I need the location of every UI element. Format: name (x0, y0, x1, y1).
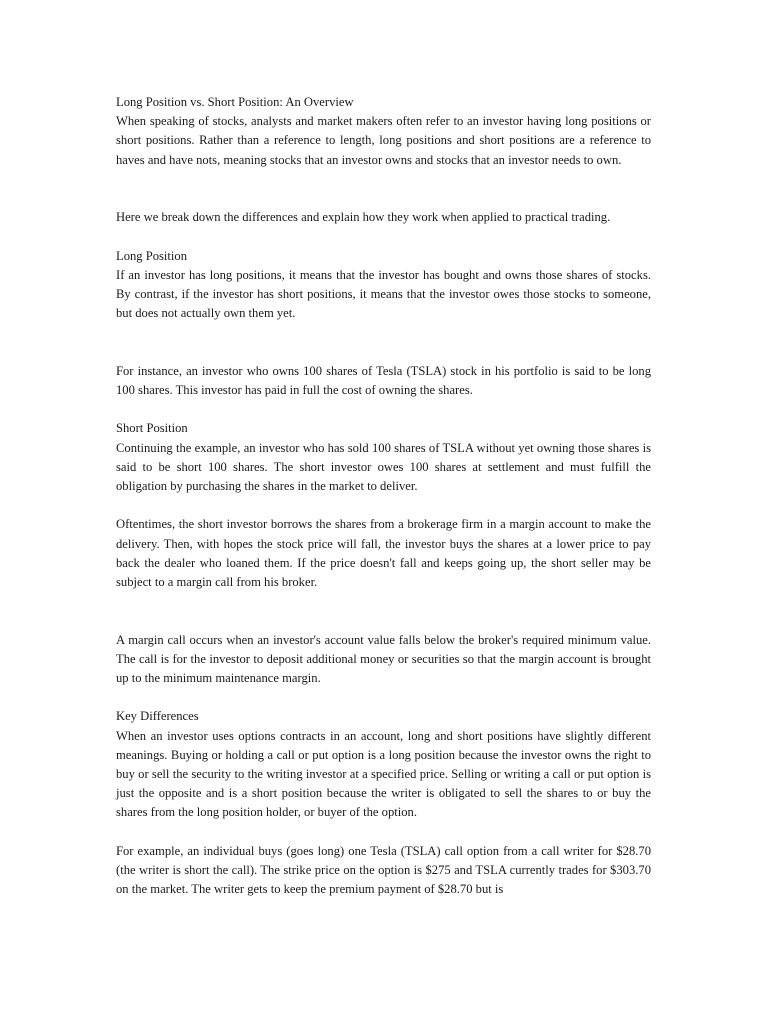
section-heading-short-position: Short Position (116, 421, 188, 436)
section-heading-long-position: Long Position (116, 248, 188, 263)
paragraph-long-position: If an investor has long positions, it means that the investor has bought and owns those shares of stocks. By contrast, if the investor has short positions, it means that the investor owes those stocks to someone, but does not actually own them yet. (116, 267, 651, 321)
paragraph-overview: When speaking of stocks, analysts and market makers often refer to an investor having long positions or short positions. Rather than a reference to length, long positions and short positions are a reference to haves and have nots, meaning stocks that an investor owns and stocks that an investor needs to own. (116, 114, 651, 167)
paragraph-long-example: For instance, an investor who owns 100 shares of Tesla (TSLA) stock in his portfolio is said to be long 100 shares. This investor has paid in full the cost of owning the shares. (116, 363, 651, 397)
paragraph-key-differences: When an investor uses options contracts in an account, long and short positions have slightly different meanings. Buying or holding a call or put option is a long position because the investor owns the right to buy or sell the security to the writing investor at a specified price. Selling or writing a call or put option is just the opposite and is a short position because the writer is obligated to sell the shares to or buy the shares from the long position holder, or buyer of the option. (116, 728, 651, 820)
paragraph-breakdown: Here we break down the differences and explain how they work when applied to practical trading. (116, 210, 611, 225)
section-heading-overview: Long Position vs. Short Position: An Overview (116, 95, 354, 109)
paragraph-short-borrowing: Oftentimes, the short investor borrows the shares from a brokerage firm in a margin account to make the delivery. Then, with hopes the stock price will fall, the investor buys the shares at a lower price to pay back the dealer who loaned them. If the price doesn't fall and keeps going up, the short seller may be subject to a margin call from his broker. (116, 517, 651, 589)
paragraph-margin-call: A margin call occurs when an investor's account value falls below the broker's required minimum value. The call is for the investor to deposit additional money or securities so that the margin account is brought up to the minimum maintenance margin. (116, 632, 651, 685)
document-page (116, 93, 651, 899)
paragraph-short-position: Continuing the example, an investor who has sold 100 shares of TSLA without yet owning those shares is said to be short 100 shares. The short investor owes 100 shares at settlement and must fulfill the obligation by purchasing the shares in the market to deliver. (116, 440, 651, 493)
section-heading-key-differences: Key Differences (116, 709, 199, 724)
paragraph-options-example: For example, an individual buys (goes long) one Tesla (TSLA) call option from a call writer for $28.70 (the writer is short the call). The strike price on the option is $275 and TSLA currently trades for $303.70 on the market. The writer gets to keep the premium payment of $28.70 but is (116, 843, 651, 897)
